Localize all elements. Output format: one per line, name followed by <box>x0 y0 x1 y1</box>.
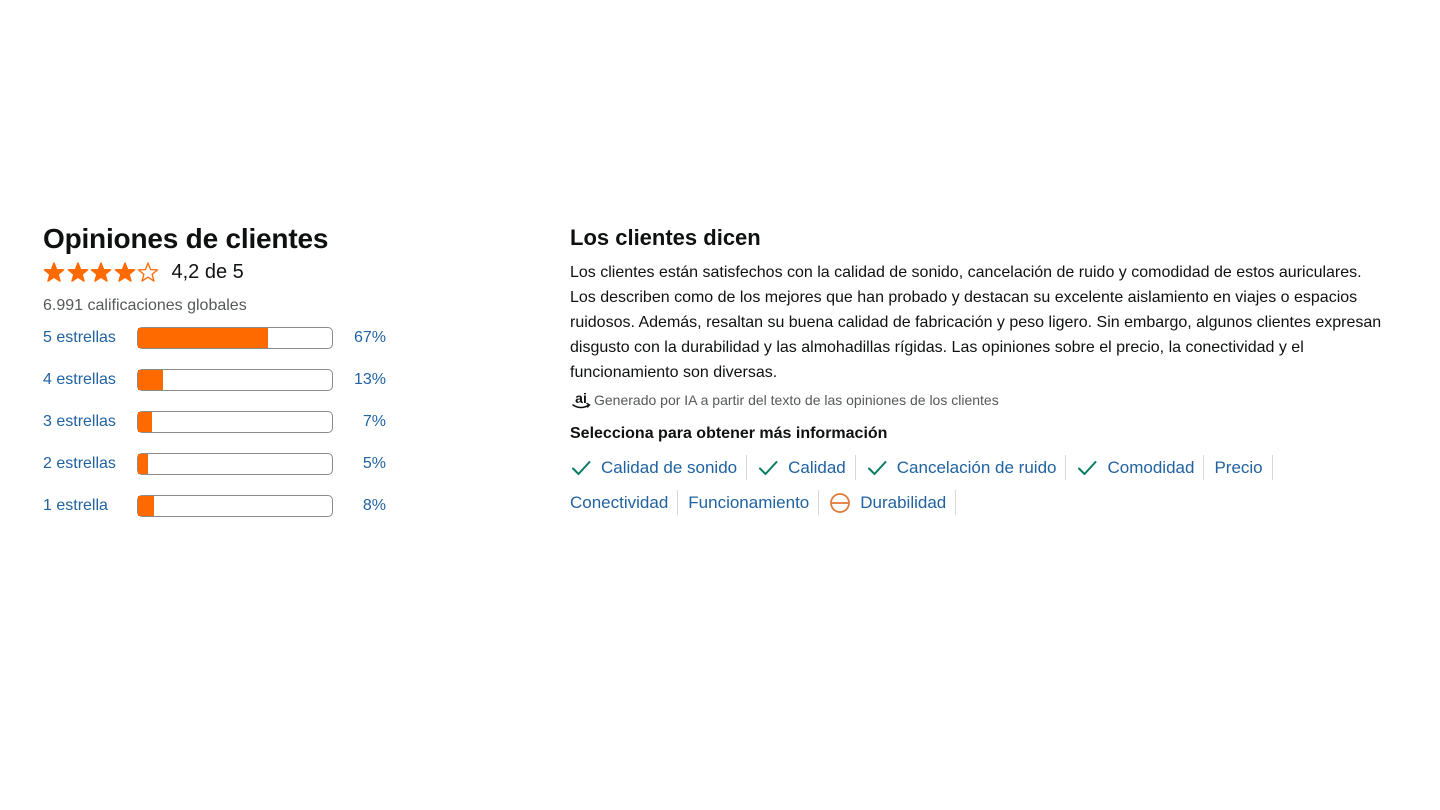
histogram-bar-fill <box>138 328 268 348</box>
aspect-chip-label: Comodidad <box>1107 457 1195 477</box>
histogram-label[interactable]: 5 estrellas <box>43 329 116 346</box>
histogram-label[interactable]: 1 estrella <box>43 497 108 514</box>
histogram-bar-fill <box>138 454 148 474</box>
histogram-label[interactable]: 2 estrellas <box>43 455 116 472</box>
histogram-bar[interactable] <box>137 411 333 433</box>
aspect-chip-precio[interactable] <box>1204 455 1272 480</box>
histogram-row[interactable] <box>43 494 403 518</box>
aspect-chips <box>570 455 1330 525</box>
aspect-chip-comodidad[interactable] <box>1066 455 1204 480</box>
star-full-icon <box>67 261 89 283</box>
aspect-chip-label: Conectividad <box>570 492 669 512</box>
aspect-chip-cancelacion-de-ruido[interactable] <box>856 455 1067 480</box>
aspect-chip-label: Durabilidad <box>860 492 947 512</box>
histogram-row[interactable] <box>43 326 403 350</box>
histogram-bar[interactable] <box>137 327 333 349</box>
rating-summary[interactable] <box>43 259 403 285</box>
star-empty-icon <box>137 261 159 283</box>
histogram-bar[interactable] <box>137 369 333 391</box>
total-ratings: 6.991 calificaciones globales <box>43 297 247 314</box>
aspect-chip-label: Funcionamiento <box>688 492 810 512</box>
ai-summary-text: Los clientes están satisfechos con la calidad de sonido, cancelación de ruido y comodidad de estos auriculares. Los describen como de los mejores que han probado y destacan su excelente aislamiento en viajes o espacios ruidosos. Además, resaltan su buena calidad de fabricación y peso ligero. Sin embargo, algunos clientes expresan disgusto con la durabilidad y las almohadillas rígidas. Las opiniones sobre el precio, la conectividad y el funcionamiento son diversas. <box>570 264 1382 381</box>
histogram-percent[interactable]: 13% <box>353 371 386 388</box>
aspect-chip-label: Calidad <box>788 457 846 477</box>
ai-badge-text: ai <box>575 390 587 406</box>
histogram-row[interactable] <box>43 410 403 434</box>
aspect-chip-label: Cancelación de ruido <box>896 457 1057 477</box>
histogram-percent[interactable]: 8% <box>362 497 386 514</box>
minus-circle-icon <box>829 492 851 514</box>
histogram-label[interactable]: 4 estrellas <box>43 371 116 388</box>
aspect-chip-funcionamiento[interactable] <box>678 490 819 515</box>
histogram-bar-fill <box>138 496 154 516</box>
histogram-percent[interactable]: 5% <box>362 455 386 472</box>
ai-note-text: Generado por IA a partir del texto de las opiniones de los clientes <box>594 392 999 408</box>
aspect-chip-label: Calidad de sonido <box>601 457 738 477</box>
reviews-title: Opiniones de clientes <box>43 223 329 254</box>
customer-reviews-panel <box>43 222 403 514</box>
histogram-row[interactable] <box>43 452 403 476</box>
customers-say-title: Los clientes dicen <box>570 225 761 250</box>
aspect-chip-calidad[interactable] <box>747 455 856 480</box>
check-icon <box>1076 457 1098 479</box>
ai-generated-note <box>570 389 1390 411</box>
check-icon <box>757 457 779 479</box>
histogram-percent[interactable]: 67% <box>353 329 386 346</box>
aspect-chip-calidad-de-sonido[interactable] <box>570 455 747 480</box>
histogram-row[interactable] <box>43 368 403 392</box>
histogram-bar[interactable] <box>137 495 333 517</box>
star-full-icon <box>43 261 65 283</box>
select-aspect-title: Selecciona para obtener más información <box>570 425 888 442</box>
aspect-chip-label: Precio <box>1214 457 1263 477</box>
histogram-label[interactable]: 3 estrellas <box>43 413 116 430</box>
histogram-bar-fill <box>138 412 152 432</box>
rating-text: 4,2 de 5 <box>171 261 244 283</box>
check-icon <box>570 457 592 479</box>
star-full-icon <box>114 261 136 283</box>
star-rating <box>43 261 161 283</box>
aspect-chip-durabilidad[interactable] <box>819 490 956 515</box>
rating-histogram <box>43 326 403 514</box>
histogram-bar-fill <box>138 370 163 390</box>
customers-say-panel <box>570 224 1390 525</box>
ai-icon <box>570 390 592 410</box>
check-icon <box>866 457 888 479</box>
histogram-bar[interactable] <box>137 453 333 475</box>
aspect-chip-conectividad[interactable] <box>570 490 678 515</box>
histogram-percent[interactable]: 7% <box>362 413 386 430</box>
star-full-icon <box>90 261 112 283</box>
